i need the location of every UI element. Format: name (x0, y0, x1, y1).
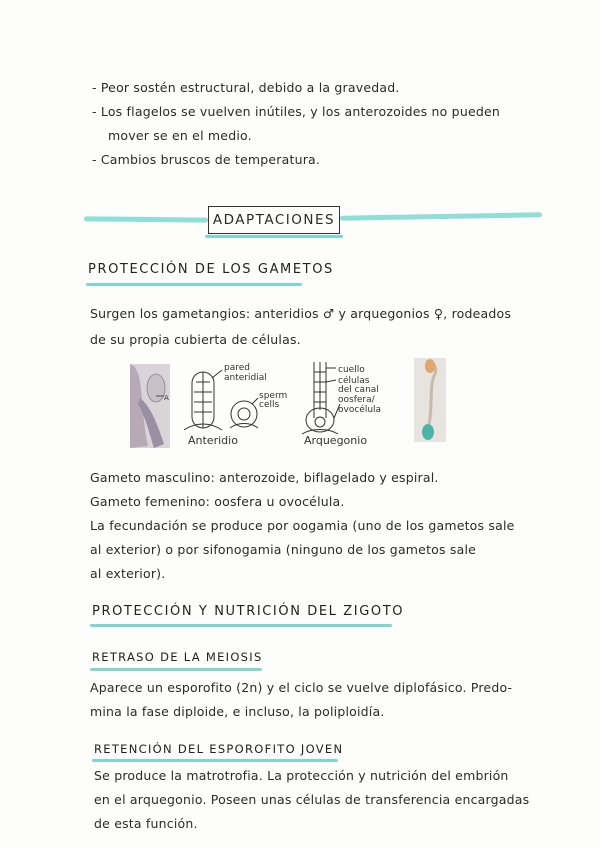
micrograph-image (130, 364, 170, 448)
bullet-structural-support: - Peor sostén estructural, debido a la gravedad. (92, 80, 400, 95)
archegonium-label-neck: cuello (338, 365, 365, 375)
bullet-temperature: - Cambios bruscos de temperatura. (92, 152, 321, 167)
zygote-heading-underline (90, 624, 392, 627)
archegonium-label-canal-cells: células (338, 376, 370, 386)
gametes-heading-underline (86, 283, 302, 286)
title-highlight-right (340, 212, 542, 221)
archegonium-photo (414, 358, 446, 442)
fertilization-line3: al exterior). (90, 566, 166, 581)
meiosis-line1: Aparece un esporofito (2n) y el ciclo se vuelve diplofásico. Predo- (90, 680, 513, 695)
section-title: ADAPTACIONES (208, 206, 340, 234)
meiosis-heading-underline (90, 668, 262, 671)
gametes-paragraph-line2: de su propia cubierta de células. (90, 332, 301, 347)
meiosis-heading: RETRASO DE LA MEIOSIS (92, 650, 263, 664)
bullet-flagella-cont: mover se en el medio. (108, 128, 252, 143)
antheridium-label-sperm: sperm (259, 391, 288, 401)
retention-heading: RETENCIÓN DEL ESPOROFITO JOVEN (94, 742, 344, 756)
archegonium-label-ovocell: ovocélula (338, 405, 382, 415)
archegonium-drawing (302, 362, 340, 434)
fertilization-line2: al exterior) o por sifonogamia (ninguno de los gametos sale (90, 542, 477, 557)
archegonium-caption: Arquegonio (304, 434, 368, 447)
antheridium-label-wall: pared (224, 363, 250, 373)
antheridium-caption: Anteridio (188, 434, 238, 447)
fertilization-line1: La fecundación se produce por oogamia (uno de los gametos sale (90, 518, 515, 533)
bullet-flagella: - Los flagelos se vuelven inútiles, y los anterozoides no pueden (92, 104, 500, 119)
meiosis-line2: mina la fase diploide, e incluso, la poliploidía. (90, 704, 385, 719)
gametes-paragraph-line1: Surgen los gametangios: anteridios ♂ y arquegonios ♀, rodeados (90, 306, 512, 321)
gametangia-figure (126, 358, 456, 454)
gametes-heading: PROTECCIÓN DE LOS GAMETOS (88, 262, 334, 277)
antheridium-label-cells: cells (259, 400, 280, 410)
micrograph-label: A (164, 394, 169, 402)
male-gamete-line: Gameto masculino: anterozoide, biflagelado y espiral. (90, 470, 439, 485)
antheridium-label-wall2: anteridial (224, 373, 267, 383)
title-highlight-left (84, 216, 208, 222)
zygote-heading: PROTECCIÓN Y NUTRICIÓN DEL ZIGOTO (92, 604, 405, 619)
archegonium-label-oosphere: oosfera/ (338, 395, 375, 405)
retention-line1: Se produce la matrotrofia. La protección y nutrición del embrión (94, 768, 509, 783)
archegonium-label-canal: del canal (338, 385, 379, 395)
retention-line2: en el arquegonio. Poseen unas células de transferencia encargadas (94, 792, 530, 807)
female-gamete-line: Gameto femenino: oosfera u ovocélula. (90, 494, 345, 509)
retention-heading-underline (92, 759, 338, 762)
retention-line3: de esta función. (94, 816, 198, 831)
